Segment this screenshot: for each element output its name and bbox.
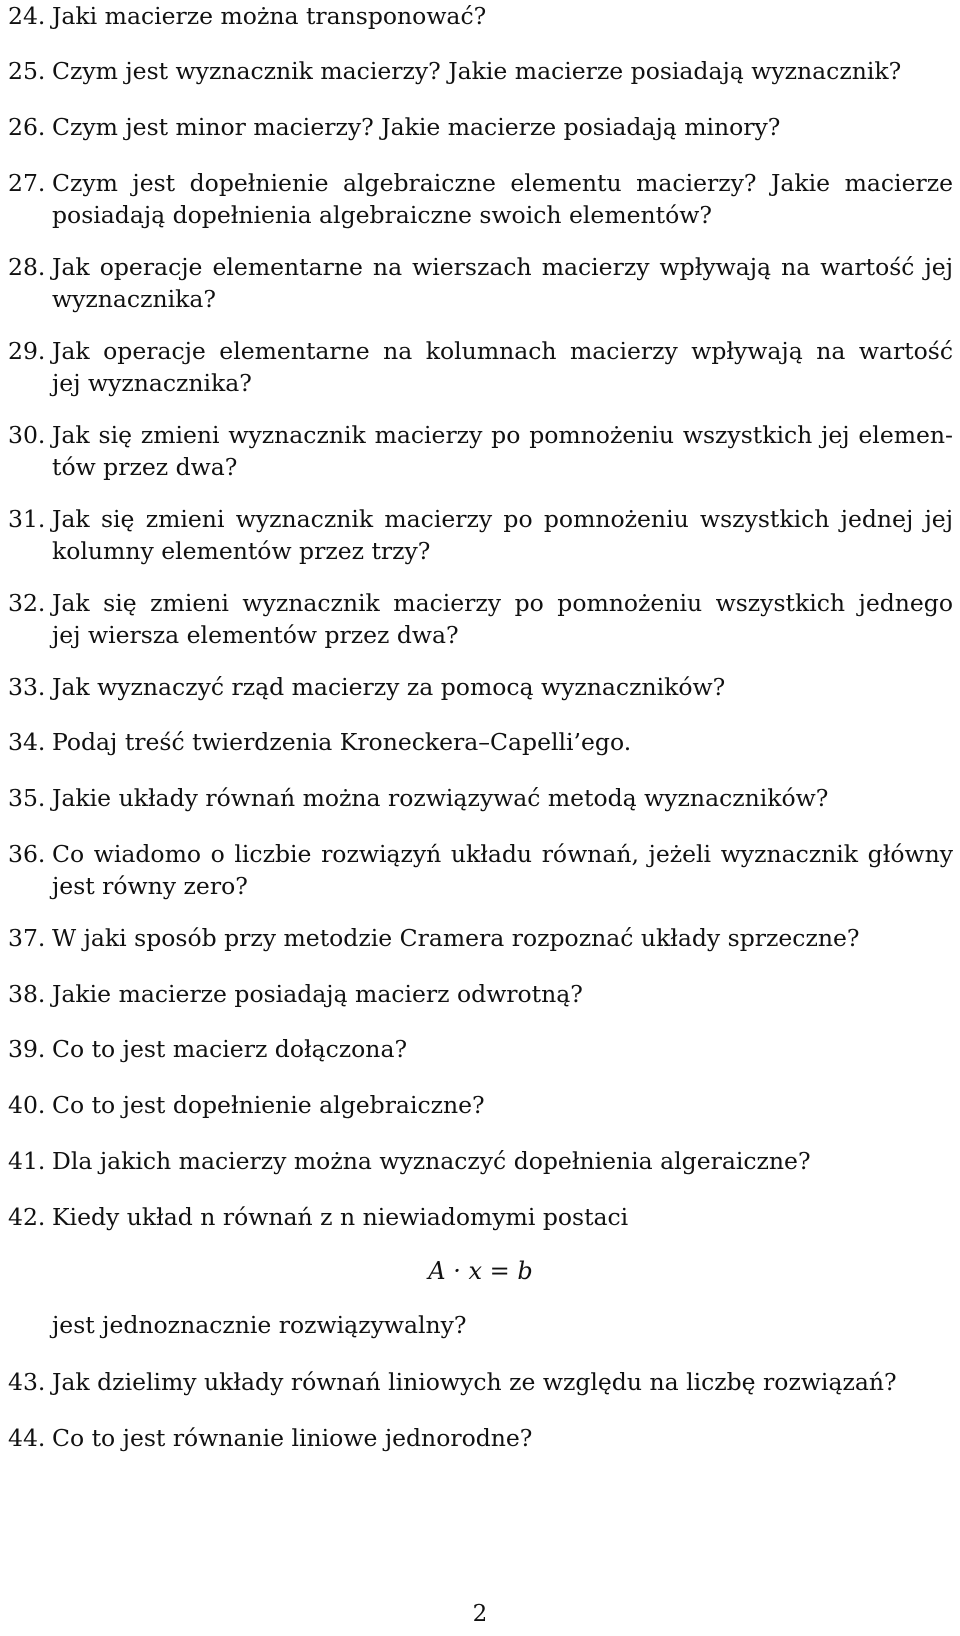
question-line: Kiedy układ n równań z n niewiadomymi postaci: [52, 1203, 629, 1231]
question-number: 31.: [8, 505, 46, 533]
question-line: Czym jest wyznacznik macierzy? Jakie macierze posiadają wyznacznik?: [52, 57, 902, 85]
question-line: Jakie macierze posiadają macierz odwrotną?: [52, 980, 583, 1008]
question-item: [8, 1422, 953, 1454]
question-line: Jak się zmieni wyznacznik macierzy po pomnożeniu wszystkich jednego: [52, 589, 953, 617]
page-number: 2: [472, 1601, 488, 1627]
question-line: jej wiersza elementów przez dwa?: [52, 621, 459, 649]
question-text: [52, 419, 953, 483]
question-line: Co to jest dopełnienie algebraiczne?: [52, 1091, 485, 1119]
question-line: Jak się zmieni wyznacznik macierzy po pomnożeniu wszystkich jednej jej: [52, 505, 953, 533]
question-number: 34.: [8, 728, 46, 756]
question-line: Jak wyznaczyć rząd macierzy za pomocą wyznaczników?: [52, 673, 726, 701]
question-item: [8, 838, 953, 902]
question-item: [8, 1145, 953, 1177]
question-line: Co wiadomo o liczbie rozwiązyń układu równań, jeżeli wyznacznik główny: [52, 840, 953, 868]
question-item: [8, 726, 953, 758]
question-item: [8, 167, 953, 231]
question-number: 35.: [8, 784, 46, 812]
question-item: [8, 1366, 953, 1398]
question-item: [8, 922, 953, 954]
question-item: [8, 419, 953, 483]
question-line: Jak dzielimy układy równań liniowych ze względu na liczbę rozwiązań?: [52, 1368, 897, 1396]
question-item: [8, 251, 953, 315]
question-text: [52, 1201, 953, 1341]
question-number: 24.: [8, 2, 46, 30]
question-text: [52, 1033, 953, 1065]
question-text: [52, 251, 953, 315]
question-text: [52, 726, 953, 758]
question-line: W jaki sposób przy metodzie Cramera rozpoznać układy sprzeczne?: [52, 924, 860, 952]
question-text: [52, 1089, 953, 1121]
question-number: 39.: [8, 1035, 46, 1063]
question-item: [8, 671, 953, 703]
question-text: [52, 1422, 953, 1454]
question-text: [52, 978, 953, 1010]
question-line: kolumny elementów przez trzy?: [52, 537, 431, 565]
question-line: Podaj treść twierdzenia Kroneckera–Capelli’ego.: [52, 728, 632, 756]
question-number: 40.: [8, 1091, 46, 1119]
question-line: Dla jakich macierzy można wyznaczyć dopełnienia algeraiczne?: [52, 1147, 811, 1175]
question-item: [8, 0, 953, 32]
question-line: Co to jest równanie liniowe jednorodne?: [52, 1424, 533, 1452]
question-number: 25.: [8, 57, 46, 85]
question-item: [8, 335, 953, 399]
question-number: 27.: [8, 169, 46, 197]
question-number: 38.: [8, 980, 46, 1008]
question-text: [52, 503, 953, 567]
question-text: [52, 0, 953, 32]
question-line: wyznacznika?: [52, 285, 216, 313]
question-text: [52, 335, 953, 399]
question-line: Jak operacje elementarne na wierszach macierzy wpływają na wartość jej: [52, 253, 953, 281]
question-line: Co to jest macierz dołączona?: [52, 1035, 408, 1063]
question-item: [8, 55, 953, 87]
question-line: posiadają dopełnienia algebraiczne swoich elementów?: [52, 201, 712, 229]
question-line: Jak operacje elementarne na kolumnach macierzy wpływają na wartość: [52, 337, 953, 365]
question-text: [52, 782, 953, 814]
question-line: Czym jest dopełnienie algebraiczne elementu macierzy? Jakie macierze: [52, 169, 953, 197]
question-text: [52, 1145, 953, 1177]
question-continuation: jest jednoznacznie rozwiązywalny?: [52, 1311, 467, 1339]
question-text: [52, 671, 953, 703]
question-number: 41.: [8, 1147, 46, 1175]
question-item: [8, 1089, 953, 1121]
question-text: [52, 922, 953, 954]
question-line: jest równy zero?: [52, 872, 248, 900]
question-number: 43.: [8, 1368, 46, 1396]
question-number: 44.: [8, 1424, 46, 1452]
question-number: 42.: [8, 1203, 46, 1231]
question-item: [8, 587, 953, 651]
question-item: [8, 1033, 953, 1065]
question-line: Jakie układy równań można rozwiązywać metodą wyznaczników?: [52, 784, 829, 812]
question-line: Jaki macierze można transponować?: [52, 2, 487, 30]
question-text: [52, 838, 953, 902]
question-number: 37.: [8, 924, 46, 952]
question-item: [8, 1201, 953, 1341]
question-line: tów przez dwa?: [52, 453, 238, 481]
question-number: 29.: [8, 337, 46, 365]
question-item: [8, 111, 953, 143]
question-line: jej wyznacznika?: [52, 369, 252, 397]
question-text: [52, 55, 953, 87]
question-number: 26.: [8, 113, 46, 141]
question-number: 28.: [8, 253, 46, 281]
question-item: [8, 503, 953, 567]
question-line: Czym jest minor macierzy? Jakie macierze posiadają minory?: [52, 113, 781, 141]
question-text: [52, 1366, 953, 1398]
equation: A · x = b: [428, 1257, 533, 1285]
question-item: [8, 782, 953, 814]
question-number: 30.: [8, 421, 46, 449]
question-text: [52, 587, 953, 651]
question-text: [52, 167, 953, 231]
question-line: Jak się zmieni wyznacznik macierzy po pomnożeniu wszystkich jej elemen-: [52, 421, 953, 449]
question-item: [8, 978, 953, 1010]
question-number: 33.: [8, 673, 46, 701]
question-number: 36.: [8, 840, 46, 868]
question-number: 32.: [8, 589, 46, 617]
question-text: [52, 111, 953, 143]
